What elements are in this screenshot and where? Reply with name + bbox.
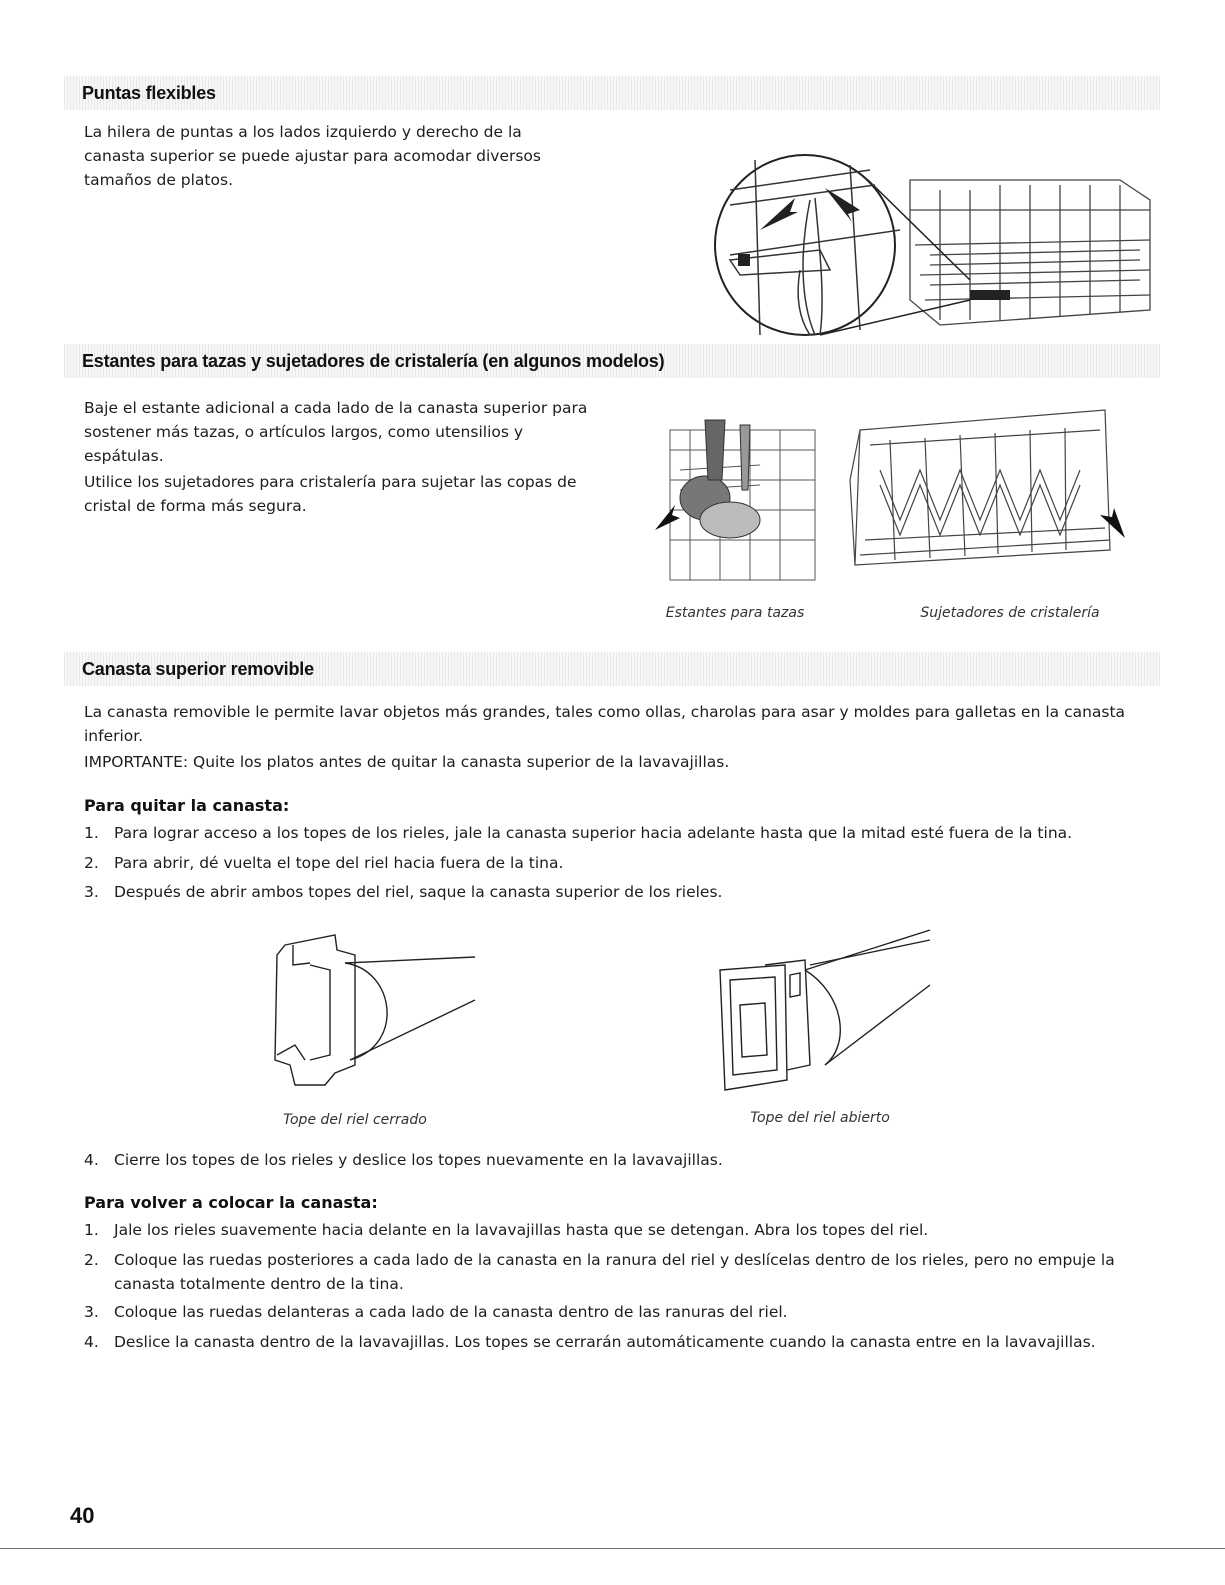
section-header-puntas — [64, 76, 1160, 110]
step-number: 3. — [84, 883, 99, 901]
canasta-intro: La canasta removible le permite lavar objetos más grandes, tales como ollas, charolas para asar y moldes para galletas en la canasta inferior. — [84, 703, 1126, 745]
caption-rail-stop-closed: Tope del riel cerrado — [283, 1112, 427, 1128]
canasta-important: IMPORTANTE: Quite los platos antes de quitar la canasta superior de la lavavajillas. — [84, 753, 730, 771]
rail-stop-open-illustration — [715, 925, 935, 1100]
replace-step — [84, 1330, 1164, 1354]
step-number: 2. — [84, 854, 99, 872]
estantes-text-2: Utilice los sujetadores para cristalería para sujetar las copas de cristal de forma más segura. — [84, 473, 577, 515]
step-text: Para abrir, dé vuelta el tope del riel hacia fuera de la tina. — [114, 854, 564, 872]
section-title-puntas: Puntas flexibles — [82, 82, 216, 103]
step-number: 4. — [84, 1333, 99, 1351]
step-number: 3. — [84, 1303, 99, 1321]
replace-basket-title: Para volver a colocar la canasta: — [84, 1193, 378, 1212]
replace-step — [84, 1300, 1144, 1324]
bottom-divider — [0, 1548, 1225, 1549]
replace-step — [84, 1218, 1144, 1242]
caption-rail-stop-open: Tope del riel abierto — [750, 1110, 890, 1126]
step-number: 4. — [84, 1151, 99, 1169]
caption-glassware-holders: Sujetadores de cristalería — [920, 605, 1100, 621]
step-text: Deslice la canasta dentro de la lavavajillas. Los topes se cerrarán automáticamente cuando la canasta entre en la lavavajillas. — [114, 1333, 1096, 1351]
step-text: Después de abrir ambos topes del riel, saque la canasta superior de los rieles. — [114, 883, 723, 901]
remove-basket-title: Para quitar la canasta: — [84, 796, 290, 815]
section-title-estantes: Estantes para tazas y sujetadores de cristalería (en algunos modelos) — [82, 350, 665, 371]
section-title-canasta: Canasta superior removible — [82, 658, 314, 679]
replace-step — [84, 1248, 1144, 1296]
caption-cup-shelves: Estantes para tazas — [665, 605, 805, 621]
glassware-holder-illustration — [840, 400, 1130, 585]
page-number: 40 — [70, 1503, 95, 1528]
step-number: 1. — [84, 1221, 99, 1239]
step-text: Coloque las ruedas delanteras a cada lado de la canasta dentro de las ranuras del riel. — [114, 1303, 788, 1321]
section-header-canasta — [64, 652, 1160, 686]
remove-step — [84, 821, 1144, 845]
rail-stop-closed-illustration — [265, 925, 485, 1095]
step-text: Jale los rieles suavemente hacia delante en la lavavajillas hasta que se detengan. Abra los topes del riel. — [114, 1221, 929, 1239]
remove-step — [84, 1148, 1144, 1172]
puntas-text: La hilera de puntas a los lados izquierdo y derecho de la canasta superior se puede ajustar para acomodar diversos tamaños de platos. — [84, 123, 541, 189]
remove-step — [84, 851, 1144, 875]
estantes-text-1: Baje el estante adicional a cada lado de la canasta superior para sostener más tazas, o artículos largos, como utensilios y espátulas. — [84, 399, 588, 465]
step-text: Coloque las ruedas posteriores a cada lado de la canasta en la ranura del riel y deslícelas dentro de los rieles, pero no empuje la canasta totalmente dentro de la tina. — [114, 1251, 1115, 1293]
remove-step — [84, 880, 1144, 904]
cup-shelf-illustration — [650, 410, 820, 585]
step-text: Cierre los topes de los rieles y deslice los topes nuevamente en la lavavajillas. — [114, 1151, 723, 1169]
step-text: Para lograr acceso a los topes de los rieles, jale la canasta superior hacia adelante hasta que la mitad esté fuera de la tina. — [114, 824, 1073, 842]
section-header-estantes — [64, 344, 1160, 378]
step-number: 1. — [84, 824, 99, 842]
step-number: 2. — [84, 1251, 99, 1269]
tines-illustration — [700, 150, 1160, 340]
